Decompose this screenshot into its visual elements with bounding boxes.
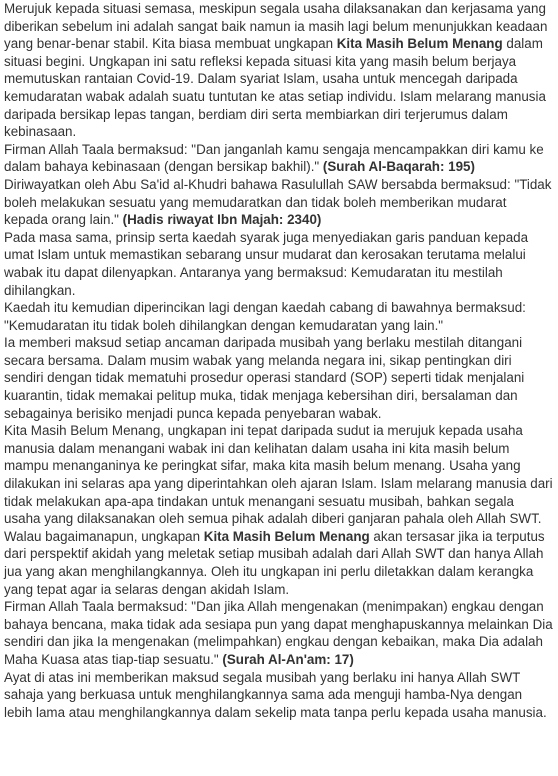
paragraph-text: Merujuk kepada situasi semasa, meskipun segala usaha dilaksanakan dan kerjasama yang diberikan sebelum ini adalah sangat baik namun ia masih lagi belum menunjukkan keadaan yang benar-benar stabil. Kita biasa membuat ungkapan <box>4 1 548 52</box>
paragraph-text: akan tersasar jika ia terputus dari perspektif akidah yang meletak setiap musibah adalah dari Allah SWT dan hanya Allah jua yang akan menghilangkannya. Oleh itu ungkapan ini perlu diletakkan dalam kerangka yang tepat agar ia selaras dengan akidah Islam. <box>4 528 545 597</box>
paragraph-firman-al-anam <box>4 598 554 668</box>
paragraph-ancaman-musibah: Ia memberi maksud setiap ancaman daripada musibah yang berlaku mestilah ditangani secara bersama. Dalam musim wabak yang melanda negara ini, sikap pentingkan diri sendiri dengan tidak mematuhi prosedur operasi standard (SOP) seperti tidak menjalani kuarantin, tidak memakai pelitup muka, tidak menjaga kebersihan diri, bersalaman dan sebagainya berisiko menjadi punca kepada penyebaran wabak. <box>4 335 525 421</box>
citation-ibn-majah: (Hadis riwayat Ibn Majah: 2340) <box>122 212 322 228</box>
paragraph-ayat-di-atas: Ayat di atas ini memberikan maksud segala musibah yang berlaku ini hanya Allah SWT sahaja yang berkuasa untuk menghilangkannya sama ada menguji hamba-Nya dengan lebih lama atau menghilangkannya dalam sekelip mata tanpa perlu kepada usaha manusia. <box>4 669 547 720</box>
paragraph-text: Walau bagaimanapun, ungkapan <box>4 528 204 544</box>
paragraph-text: Firman Allah Taala bermaksud: "Dan jika Allah mengenakan (menimpakan) engkau dengan bahaya bencana, maka tidak ada sesiapa pun yang dapat menghapuskannya melainkan Dia sendiri dan jika Ia mengenakan (melimpahkan) engkau dengan kebaikan, maka Dia adalah Maha Kuasa atas tiap-tiap sesuatu." <box>4 599 553 667</box>
paragraph-situasi-semasa <box>4 0 554 141</box>
phrase-kita-masih-belum-menang: Kita Masih Belum Menang <box>336 36 507 52</box>
paragraph-text: dalam situasi begini. Ungkapan ini satu refleksi kepada situasi kita yang masih belum berjaya memutuskan rantaian Covid-19. Dalam syariat Islam, usaha untuk mencegah daripada kemudaratan wabak adalah suatu tuntutan ke atas setiap individu. Islam melarang manusia daripada bersikap lepas tangan, berdiam diri serta membiarkan diri terjerumus dalam kebinasaan. <box>4 36 546 140</box>
paragraph-text: Diriwayatkan oleh Abu Sa'id al-Khudri bahawa Rasulullah SAW bersabda bermaksud: "Tidak boleh melakukan sesuatu yang memudaratkan dan tidak boleh memberikan mudarat kepada orang lain." <box>4 176 552 228</box>
paragraph-text: Firman Allah Taala bermaksud: "Dan janganlah kamu sengaja mencampakkan diri kamu ke dalam bahaya kebinasaan (dengan bersikap bakhil)." <box>4 141 544 175</box>
citation-al-anam: (Surah Al-An'am: 17) <box>222 651 354 667</box>
citation-al-baqarah: (Surah Al-Baqarah: 195) <box>322 159 475 175</box>
paragraph-prinsip-kaedah: Pada masa sama, prinsip serta kaedah syarak juga menyediakan garis panduan kepada umat Islam untuk memastikan sebarang unsur mudarat dan kerosakan terutama melalui wabak itu dapat dilenyapkan. Antaranya yang bermaksud: Kemudaratan itu mestilah dihilangkan. <box>4 229 529 298</box>
paragraph-kaedah-cabang: Kaedah itu kemudian diperincikan lagi dengan kaedah cabang di bawahnya bermaksud: "Kemudaratan itu tidak boleh dihilangkan dengan kemudaratan yang lain." <box>4 300 526 333</box>
paragraph-hadis <box>4 176 554 229</box>
paragraph-kita-masih-belum-menang: Kita Masih Belum Menang, ungkapan ini tepat daripada sudut ia merujuk kepada usaha manusia dalam menangani wabak ini dan kelihatan dalam usaha ini kita masih belum mampu menanganinya ke peringkat sifar, maka kita masih belum menang. Usaha yang dilakukan ini selaras apa yang diperintahkan oleh ajaran Islam. Islam melarang manusia dari tidak melakukan apa-apa tindakan untuk menangani sesuatu musibah, bahkan segala usaha yang dilaksanakan oleh semua pihak adalah diberi ganjaran pahala oleh Allah SWT. <box>4 423 553 527</box>
paragraph-walau-bagaimanapun <box>4 528 554 598</box>
paragraph-firman-al-baqarah <box>4 141 554 176</box>
phrase-kita-masih-belum-menang: Kita Masih Belum Menang <box>203 528 370 544</box>
